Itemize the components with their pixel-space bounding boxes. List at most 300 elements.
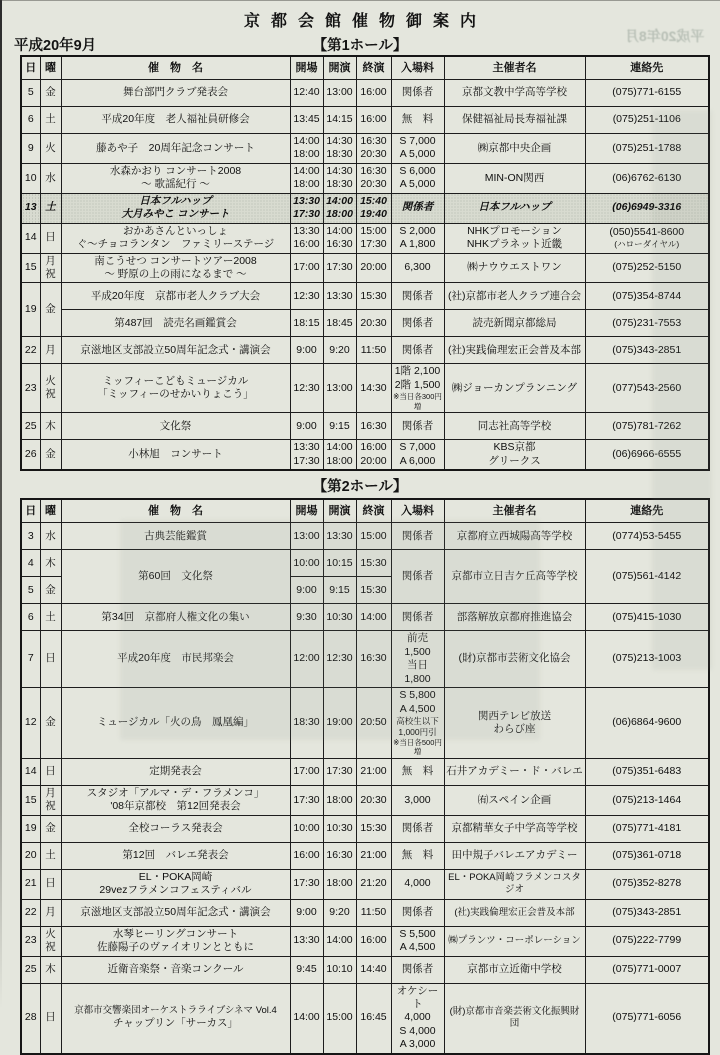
cell-line: スタジオ「アルマ・デ・フラメンコ」 <box>86 786 265 799</box>
cell-name: 近衛音楽祭・音楽コンクール <box>61 956 290 983</box>
hall-2-header <box>21 499 709 523</box>
cell-dow: 日 <box>40 758 61 785</box>
cell-line: 2階 1,500 <box>394 378 441 391</box>
table-row <box>21 107 709 134</box>
cell-dow: 金 <box>40 815 61 842</box>
cell-end: 16:30 <box>356 631 391 688</box>
cell-fare: 無 料 <box>391 842 444 869</box>
cell-tel: (075)213-1003 <box>585 631 709 688</box>
cell-end: 21:00 <box>356 758 391 785</box>
cell-line: S 7,000 <box>399 441 436 454</box>
cell-start: 9:15 <box>323 413 356 440</box>
cell-line: 20:30 <box>360 148 387 161</box>
cell-start: 13:30 <box>323 283 356 310</box>
cell-start: 13:00 <box>323 80 356 107</box>
cell-organizer <box>444 926 585 956</box>
cell-line: KBS京都 <box>493 441 536 454</box>
cell-tel: (075)771-4181 <box>585 815 709 842</box>
cell-line: 18:00 <box>326 208 353 221</box>
cell-open: 18:15 <box>290 310 323 337</box>
cell-fare: 無 料 <box>391 107 444 134</box>
table-row <box>21 223 709 253</box>
cell-open: 16:00 <box>290 842 323 869</box>
cell-tel: (075)343-2851 <box>585 899 709 926</box>
cell-day: 25 <box>21 413 40 440</box>
cell-tel <box>585 223 709 253</box>
cell-day: 20 <box>21 842 40 869</box>
cell-tel: (075)252-5150 <box>585 253 709 283</box>
cell-organizer: (社)京都市老人クラブ連合会 <box>444 283 585 310</box>
cell-line: A 5,000 <box>399 178 436 191</box>
col-header-start: 開演 <box>323 499 356 523</box>
col-header-end: 終演 <box>356 499 391 523</box>
cell-line: 18:00 <box>326 454 353 467</box>
cell-day: 3 <box>21 523 40 550</box>
cell-dow: 月 <box>40 899 61 926</box>
cell-line: 20:30 <box>360 178 387 191</box>
cell-line: 月 <box>45 254 56 267</box>
cell-organizer <box>444 899 585 926</box>
cell-day: 15 <box>21 253 40 283</box>
cell-line: S 5,800 <box>399 689 436 702</box>
cell-day: 26 <box>21 440 40 470</box>
cell-start: 10:15 <box>323 550 356 577</box>
cell-end: 15:00 <box>356 523 391 550</box>
scan-edge-artifact <box>0 0 2 1009</box>
cell-tel: (075)352-8278 <box>585 869 709 899</box>
cell-day: 19 <box>21 283 40 337</box>
cell-day: 6 <box>21 604 40 631</box>
cell-start <box>323 193 356 223</box>
cell-line: オケシート <box>396 984 439 1010</box>
cell-name <box>61 869 290 899</box>
cell-day: 6 <box>21 107 40 134</box>
cell-end: 14:40 <box>356 956 391 983</box>
cell-start: 9:15 <box>323 577 356 604</box>
cell-line: (050)5541-8600 <box>609 225 685 238</box>
cell-open: 9:30 <box>290 604 323 631</box>
cell-line: 14:00 <box>326 441 353 454</box>
cell-line: 佐藤陽子のヴァイオリンとともに <box>96 941 255 954</box>
table-row <box>21 253 709 283</box>
cell-line: NHKプロモーション <box>467 224 562 237</box>
hall-1-body <box>21 80 709 471</box>
cell-line: 高校生以下 <box>396 715 439 726</box>
cell-fare <box>391 364 444 413</box>
cell-line: 祝 <box>45 388 56 401</box>
table-row <box>21 440 709 470</box>
col-header-open: 開場 <box>290 499 323 523</box>
cell-organizer: MIN-ON関西 <box>444 163 585 193</box>
cell-start: 15:00 <box>323 983 356 1054</box>
cell-organizer: 部落解放京都府推進協会 <box>444 604 585 631</box>
hall-2-body <box>21 523 709 1054</box>
cell-line: NHKプラネット近畿 <box>466 238 563 251</box>
cell-tel: (075)561-4142 <box>585 550 709 604</box>
cell-line: A 5,000 <box>399 148 436 161</box>
hall-2-table <box>20 498 710 1054</box>
cell-fare: 関係者 <box>391 956 444 983</box>
cell-dow: 水 <box>40 523 61 550</box>
cell-start <box>323 163 356 193</box>
cell-line: ～ 歌謡紀行 ～ <box>141 178 210 191</box>
cell-organizer: 京都文教中学高等学校 <box>444 80 585 107</box>
cell-fare: 関係者 <box>391 413 444 440</box>
table-row <box>21 163 709 193</box>
cell-start <box>323 134 356 164</box>
cell-line: 14:30 <box>326 164 353 177</box>
cell-line: 18:30 <box>326 148 353 161</box>
cell-end: 14:00 <box>356 604 391 631</box>
cell-day: 5 <box>21 577 40 604</box>
cell-organizer: (社)実践倫理宏正会普及本部 <box>444 337 585 364</box>
cell-tel: (075)251-1106 <box>585 107 709 134</box>
cell-name: 第487回 読売名画鑑賞会 <box>61 310 290 337</box>
cell-name <box>61 223 290 253</box>
cell-line: 水琴ヒーリングコンサート <box>112 927 239 940</box>
cell-tel: (075)351-6483 <box>585 758 709 785</box>
cell-line: 16:00 <box>293 238 320 251</box>
cell-line: A 1,800 <box>399 238 436 251</box>
table-row <box>21 785 709 815</box>
cell-tel: (06)6966-6555 <box>585 440 709 470</box>
cell-start: 17:30 <box>323 253 356 283</box>
cell-name: 定期発表会 <box>61 758 290 785</box>
cell-line: ※当日各500円増 <box>393 737 442 757</box>
cell-organizer: 同志社高等学校 <box>444 413 585 440</box>
cell-dow <box>40 253 61 283</box>
cell-start: 13:00 <box>323 364 356 413</box>
hall-1-header <box>21 56 709 80</box>
cell-open: 10:00 <box>290 550 323 577</box>
cell-open: 17:00 <box>290 758 323 785</box>
cell-open: 10:00 <box>290 815 323 842</box>
cell-open: 17:30 <box>290 869 323 899</box>
cell-dow: 日 <box>40 223 61 253</box>
cell-day: 19 <box>21 815 40 842</box>
hall-2-heading: 【第2ホール】 <box>312 479 408 496</box>
cell-organizer: ㈱ジョーカンプランニング <box>444 364 585 413</box>
hall-1-table <box>20 55 710 471</box>
cell-line: 祝 <box>45 941 56 954</box>
cell-name: 平成20年度 老人福祉員研修会 <box>61 107 290 134</box>
cell-name: 第12回 バレエ発表会 <box>61 842 290 869</box>
cell-fare: 関係者 <box>391 193 444 223</box>
cell-name <box>61 163 290 193</box>
cell-end <box>356 223 391 253</box>
cell-open: 17:30 <box>290 785 323 815</box>
cell-end: 11:50 <box>356 337 391 364</box>
cell-fare: 関係者 <box>391 550 444 604</box>
cell-tel: (075)343-2851 <box>585 337 709 364</box>
cell-line: 17:30 <box>293 454 320 467</box>
cell-day: 4 <box>21 550 40 577</box>
cell-line: 14:00 <box>293 135 320 147</box>
col-header-day: 日 <box>21 499 40 523</box>
cell-line: A 6,000 <box>399 454 436 467</box>
cell-line: 16:30 <box>360 164 387 177</box>
cell-name: 古典芸能鑑賞 <box>61 523 290 550</box>
col-header-tel: 連絡先 <box>585 499 709 523</box>
date-label: 平成20年9月 <box>14 38 97 54</box>
cell-day: 5 <box>21 80 40 107</box>
table-row <box>21 523 709 550</box>
cell-dow: 木 <box>40 956 61 983</box>
cell-line: 15:40 <box>360 194 387 207</box>
cell-fare <box>391 163 444 193</box>
cell-end: 15:30 <box>356 550 391 577</box>
cell-line: 17:30 <box>293 208 320 221</box>
cell-name <box>61 926 290 956</box>
cell-dow: 金 <box>40 440 61 470</box>
cell-end <box>356 134 391 164</box>
cell-organizer: ㈲スペイン企画 <box>444 785 585 815</box>
col-header-open: 開場 <box>290 56 323 80</box>
col-header-organizer: 主催者名 <box>444 56 585 80</box>
table-row <box>21 956 709 983</box>
cell-line: 水森かおり コンサート2008 <box>109 164 242 177</box>
cell-line: 日本フルハップ <box>139 194 212 207</box>
cell-end: 21:20 <box>356 869 391 899</box>
cell-dow: 土 <box>40 604 61 631</box>
table-row <box>21 134 709 164</box>
cell-line: 17:30 <box>360 238 387 251</box>
cell-open: 14:00 <box>290 983 323 1054</box>
col-header-start: 開演 <box>323 56 356 80</box>
cell-organizer <box>444 688 585 759</box>
cell-line: チャップリン「サーカス」 <box>112 1017 239 1030</box>
cell-start: 12:30 <box>323 631 356 688</box>
cell-name: ミュージカル「火の鳥 鳳凰編」 <box>61 688 290 759</box>
cell-end: 20:00 <box>356 253 391 283</box>
cell-dow <box>40 926 61 956</box>
cell-line: 月 <box>45 786 56 799</box>
cell-line: 当日 1,800 <box>404 659 431 685</box>
cell-tel: (0774)53-5455 <box>585 523 709 550</box>
header-row <box>21 56 709 80</box>
cell-line: 18:00 <box>293 148 320 161</box>
table-row <box>21 283 709 310</box>
cell-fare <box>391 223 444 253</box>
cell-dow: 金 <box>40 80 61 107</box>
cell-start: 18:45 <box>323 310 356 337</box>
cell-start: 17:30 <box>323 758 356 785</box>
cell-line: EL・POKA岡崎 <box>138 870 213 883</box>
cell-name <box>61 193 290 223</box>
cell-line: 14:00 <box>293 164 320 177</box>
col-header-day: 日 <box>21 56 40 80</box>
cell-day: 14 <box>21 223 40 253</box>
cell-line: 京都市交響楽団オーケストラライブシネマ Vol.4 <box>74 1005 277 1017</box>
cell-end: 16:45 <box>356 983 391 1054</box>
cell-line: 18:30 <box>326 178 353 191</box>
cell-fare: 関係者 <box>391 80 444 107</box>
cell-day: 13 <box>21 193 40 223</box>
cell-line: 「ミッフィーのせかいりょこう」 <box>97 388 254 401</box>
cell-dow: 土 <box>40 107 61 134</box>
cell-day: 10 <box>21 163 40 193</box>
cell-open: 12:30 <box>290 283 323 310</box>
cell-open: 18:30 <box>290 688 323 759</box>
cell-fare: 無 料 <box>391 758 444 785</box>
cell-name: 文化祭 <box>61 413 290 440</box>
cell-day: 22 <box>21 337 40 364</box>
cell-line: ※当日各300円増 <box>393 392 442 411</box>
cell-fare <box>391 631 444 688</box>
cell-tel: (06)6762-6130 <box>585 163 709 193</box>
cell-open: 12:30 <box>290 364 323 413</box>
cell-line: 祝 <box>45 267 56 280</box>
table-row <box>21 413 709 440</box>
cell-line: 火 <box>45 927 56 940</box>
hall-1-heading: 【第1ホール】 <box>312 38 408 54</box>
cell-line: 16:00 <box>360 441 387 454</box>
col-header-tel: 連絡先 <box>585 56 709 80</box>
cell-end: 16:00 <box>356 80 391 107</box>
cell-fare: 関係者 <box>391 523 444 550</box>
cell-line: おかあさんといっしょ <box>123 224 228 237</box>
cell-line: 4,000 <box>404 1011 431 1024</box>
cell-line: 29vezフラメンコフェスティバル <box>99 884 252 897</box>
bleedthrough-text: 平成20年8月 <box>624 28 704 44</box>
cell-line: 14:00 <box>326 224 353 237</box>
cell-fare: 関係者 <box>391 310 444 337</box>
table-row <box>21 869 709 899</box>
cell-tel: (075)781-7262 <box>585 413 709 440</box>
cell-line: 14:30 <box>326 135 353 147</box>
cell-name: 舞台部門クラブ発表会 <box>61 80 290 107</box>
cell-dow: 金 <box>40 283 61 337</box>
cell-organizer: 京都府立西城陽高等学校 <box>444 523 585 550</box>
cell-start: 9:20 <box>323 337 356 364</box>
cell-open: 13:00 <box>290 523 323 550</box>
cell-open: 13:45 <box>290 107 323 134</box>
cell-dow: 木 <box>40 413 61 440</box>
cell-tel: (075)354-8744 <box>585 283 709 310</box>
cell-dow: 金 <box>40 688 61 759</box>
cell-end: 16:00 <box>356 107 391 134</box>
table-row <box>21 688 709 759</box>
cell-dow: 火 <box>40 134 61 164</box>
col-header-end: 終演 <box>356 56 391 80</box>
cell-tel: (075)771-0007 <box>585 956 709 983</box>
cell-day: 14 <box>21 758 40 785</box>
cell-fare: 3,000 <box>391 785 444 815</box>
cell-name: 平成20年度 京都市老人クラブ大会 <box>61 283 290 310</box>
table-row <box>21 983 709 1054</box>
cell-line: わらび座 <box>493 722 536 735</box>
cell-tel: (077)543-2560 <box>585 364 709 413</box>
cell-line: EL・POKA岡崎フラメンコスタジオ <box>448 872 581 896</box>
table-row <box>21 604 709 631</box>
col-header-fare: 入場料 <box>391 56 444 80</box>
cell-day: 12 <box>21 688 40 759</box>
cell-organizer: ㈱京都中央企画 <box>444 134 585 164</box>
col-header-dow: 曜 <box>40 499 61 523</box>
cell-open <box>290 134 323 164</box>
cell-line: グリークス <box>488 454 541 467</box>
cell-day: 23 <box>21 364 40 413</box>
cell-line: S 7,000 <box>399 135 436 147</box>
cell-open: 9:00 <box>290 337 323 364</box>
cell-name: 第34回 京都府人権文化の集い <box>61 604 290 631</box>
cell-tel: (06)6949-3316 <box>585 193 709 223</box>
cell-line: 16:30 <box>326 238 353 251</box>
cell-open: 9:00 <box>290 577 323 604</box>
cell-day: 21 <box>21 869 40 899</box>
cell-dow: 土 <box>40 193 61 223</box>
cell-fare: 関係者 <box>391 604 444 631</box>
cell-line: 火 <box>45 374 56 387</box>
cell-organizer: (財)京都市芸術文化協会 <box>444 631 585 688</box>
cell-line: 祝 <box>45 800 56 813</box>
table-row <box>21 337 709 364</box>
cell-open: 12:40 <box>290 80 323 107</box>
cell-start: 19:00 <box>323 688 356 759</box>
cell-organizer: 保健福祉局長寿福祉課 <box>444 107 585 134</box>
cell-open: 17:00 <box>290 253 323 283</box>
cell-end <box>356 163 391 193</box>
cell-organizer: 石井アカデミー・ド・バレエ <box>444 758 585 785</box>
cell-line: 13:30 <box>293 441 320 454</box>
table-row <box>21 815 709 842</box>
cell-line: 1,000円引 <box>398 726 437 737</box>
cell-line: '08年京都校 第12回発表会 <box>110 800 241 813</box>
table-row <box>21 926 709 956</box>
cell-line: 18:00 <box>293 178 320 191</box>
cell-name: 藤あや子 20周年記念コンサート <box>61 134 290 164</box>
table-row <box>21 193 709 223</box>
table-row <box>21 310 709 337</box>
cell-start: 18:00 <box>323 785 356 815</box>
table-row <box>21 80 709 107</box>
cell-name: 第60回 文化祭 <box>61 550 290 604</box>
cell-start: 9:20 <box>323 899 356 926</box>
cell-dow: 日 <box>40 631 61 688</box>
cell-fare <box>391 926 444 956</box>
cell-line: 13:30 <box>293 194 320 207</box>
cell-dow: 金 <box>40 577 61 604</box>
cell-name <box>61 785 290 815</box>
scan-top-artifact <box>0 0 720 1</box>
cell-line: S 5,500 <box>399 927 436 940</box>
cell-line: (財)京都市音楽芸術文化振興財団 <box>449 1005 580 1030</box>
cell-name: 京滋地区支部設立50周年記念式・講演会 <box>61 337 290 364</box>
table-row <box>21 758 709 785</box>
cell-end: 11:50 <box>356 899 391 926</box>
cell-line: 前売 1,500 <box>404 632 431 658</box>
cell-fare: 関係者 <box>391 283 444 310</box>
cell-line: S 6,000 <box>399 164 436 177</box>
cell-open <box>290 163 323 193</box>
cell-organizer: 京都市立近衛中学校 <box>444 956 585 983</box>
cell-organizer: 田中規子バレエアカデミー <box>444 842 585 869</box>
table-row <box>21 631 709 688</box>
cell-tel: (075)361-0718 <box>585 842 709 869</box>
table-row <box>21 899 709 926</box>
cell-end: 20:50 <box>356 688 391 759</box>
cell-organizer: 京都市立日吉ケ丘高等学校 <box>444 550 585 604</box>
cell-tel: (075)771-6056 <box>585 983 709 1054</box>
cell-name <box>61 253 290 283</box>
table-row <box>21 842 709 869</box>
cell-tel: (075)231-7553 <box>585 310 709 337</box>
cell-tel: (06)6864-9600 <box>585 688 709 759</box>
cell-tel: (075)213-1464 <box>585 785 709 815</box>
table-row <box>21 550 709 577</box>
cell-start: 16:30 <box>323 842 356 869</box>
cell-start: 10:30 <box>323 604 356 631</box>
